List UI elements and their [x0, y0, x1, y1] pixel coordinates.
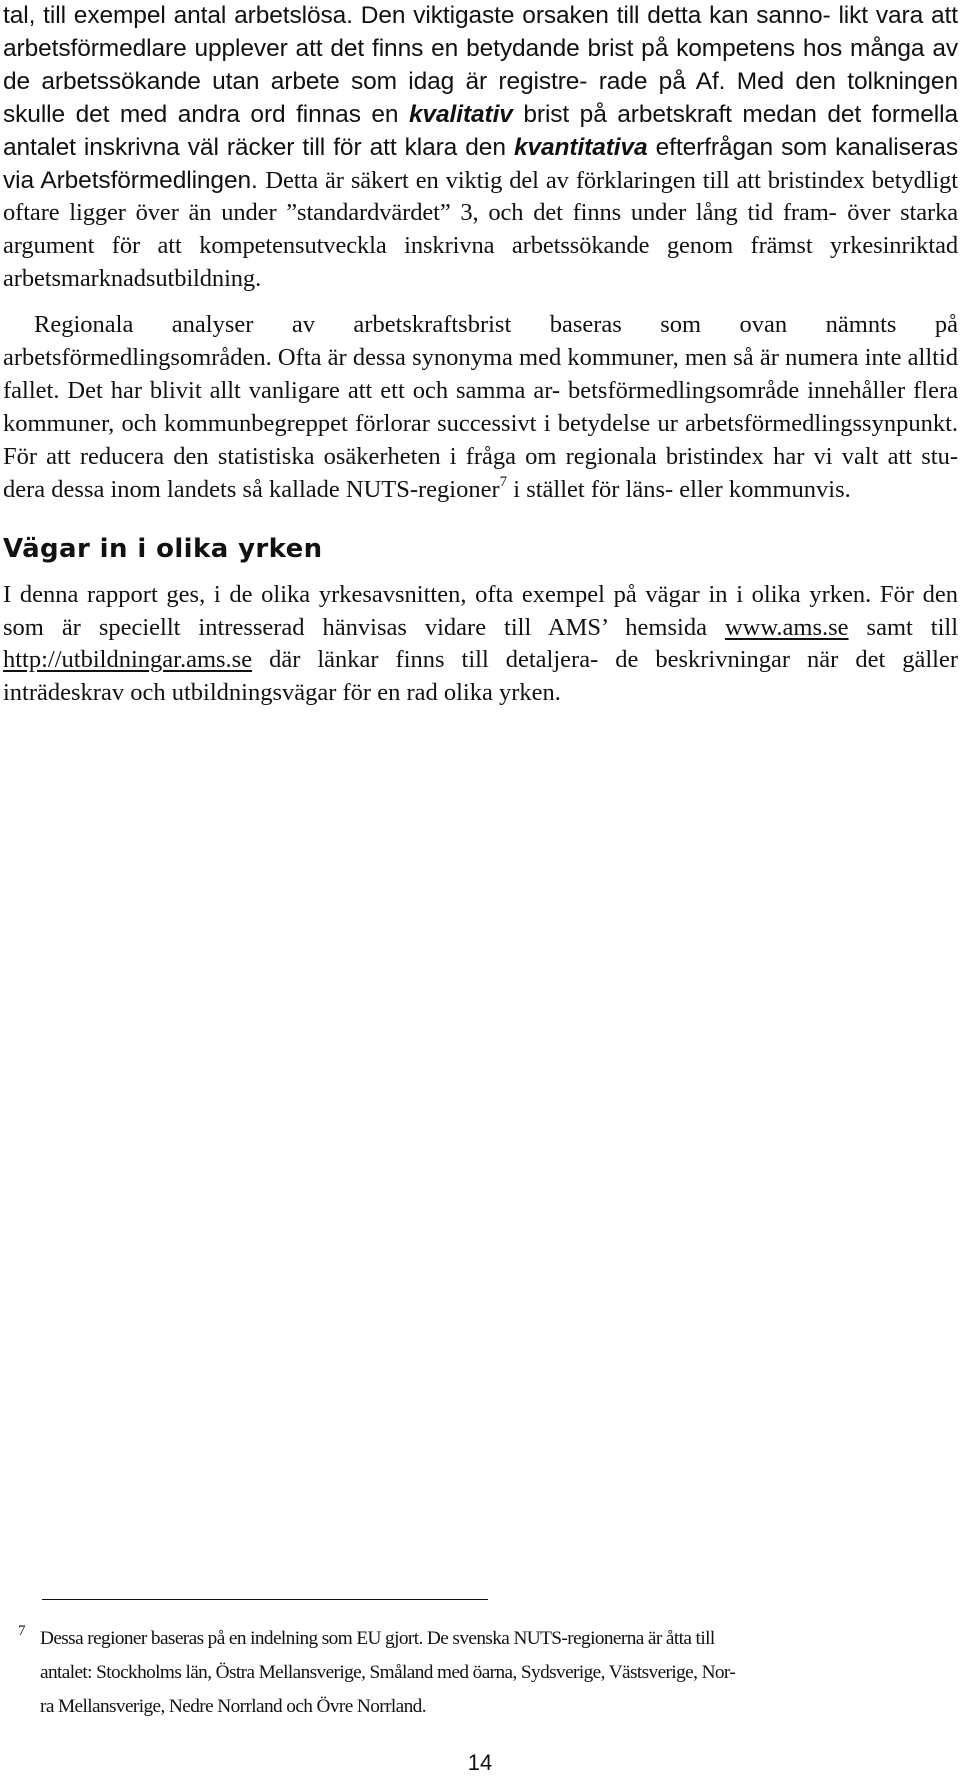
document-page [3, 0, 958, 710]
footnote-line-2: antalet: Stockholms län, Östra Mellansverige, Småland med öarna, Sydsverige, Västsverige, Nor- [40, 1662, 736, 1683]
section-heading: Vägar in i olika yrken [3, 533, 323, 564]
text: Detta är säkert en viktig del av förklaringen till att bristindex betydligt oftare ligger över än under ”standardvärdet” 3, och det finns under lång tid fram- [3, 166, 958, 227]
footnote-line-1: 7 Dessa regioner baseras på en indelning som EU gjort. De svenska NUTS-regionerna är åtta till [18, 1623, 715, 1649]
text: samt till [848, 613, 959, 641]
link-utbildningar[interactable]: http://utbildningar.ams.se [3, 646, 253, 674]
text: I denna rapport ges, i de olika yrkesavsnitten, ofta exempel på vägar in i olika yrken. För den som är speciellt intresserad hänvisas vidare till AMS’ hemsida [3, 580, 958, 641]
footnote [18, 1622, 948, 1724]
paragraph-3 [3, 579, 958, 711]
text: brist på arbetskraft medan det formella antalet inskrivna väl räcker till för att klara den [3, 100, 958, 161]
text: Regionala analyser av arbetskraftsbrist baseras som ovan nämnts på arbetsförmedlingsområden. Ofta är dessa synonyma med kommuner, men så är numera inte alltid fallet. Det har blivit allt vanligare att ett och samma ar- [3, 311, 958, 404]
emphasis-kvalitativ: kvalitativ [408, 100, 513, 128]
paragraph-2 [3, 309, 958, 506]
text: betsförmedlingsområde innehåller flera kommuner, och kommunbegreppet förlorar successivt i betydelse ur arbetsförmedlingssynpunkt. För att reducera den statistiska osäkerheten i fråga om regionala bristindex har vi valt att stu- [3, 376, 958, 470]
footnote-reference[interactable]: 7 [499, 473, 508, 490]
text: där länkar finns till detaljera- [252, 646, 599, 674]
text: i stället för läns- eller kommunvis. [507, 475, 851, 503]
link-ams[interactable]: www.ams.se [724, 613, 849, 641]
emphasis-kvantitativa: kvantitativa [513, 133, 648, 161]
text: över starka argument för att kompetensutveckla inskrivna arbetssökande genom främst yrkesinriktad arbetsmarknadsutbildning. [3, 199, 959, 293]
page-number: 14 [467, 1750, 493, 1775]
text: efterfrågan som kanaliseras via Arbetsförmedlingen. [3, 133, 958, 194]
text: likt vara att arbetsförmedlare upplever att det finns en betydande brist på kompetens hos många av de arbetssökande utan arbete som idag är registre- [3, 2, 958, 95]
footnote-line-3: ra Mellansverige, Nedre Norrland och Övre Norrland. [40, 1696, 426, 1717]
text: tal, till exempel antal arbetslösa. Den viktigaste orsaken till detta kan sanno- [3, 2, 831, 29]
text: rade på Af. Med den tolkningen skulle det med andra ord finnas en [3, 67, 958, 128]
text: dera dessa inom landets så kallade NUTS-regioner [3, 475, 500, 503]
footnote-text: Dessa regioner baseras på en indelning som EU gjort. De svenska NUTS-regionerna är åtta till [40, 1628, 715, 1649]
footnote-divider [42, 1599, 488, 1600]
paragraph-1 [3, 0, 958, 296]
text: de beskrivningar när det gäller inträdeskrav och utbildningsvägar för en rad olika yrken. [3, 646, 959, 707]
